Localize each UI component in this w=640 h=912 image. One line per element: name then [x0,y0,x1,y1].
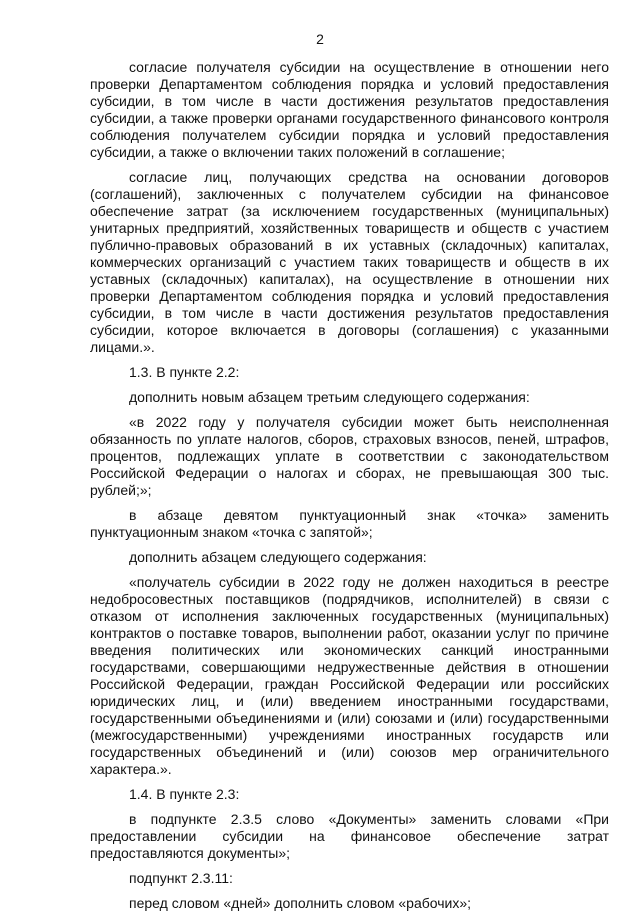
paragraph: подпункт 2.3.11: [129,870,233,886]
page-number: 2 [316,31,324,47]
section-heading: 1.4. В пункте 2.3: [129,786,240,802]
section-heading: 1.3. В пункте 2.2: [129,364,240,380]
document-body [90,59,609,912]
paragraph: дополнить новым абзацем третьим следующего содержания: [129,389,530,405]
paragraph: «в 2022 году у получателя субсидии может быть неисполненная обязанность по уплате налогов, сборов, страховых взносов, пеней, штрафов, процентов, подлежащих уплате в соответствии с законодательством Российской Федерации о налогах и сборах, не превышающая 300 тыс. рублей;»; [90,414,609,498]
paragraph: согласие лиц, получающих средства на основании договоров (соглашений), заключенных с получателем субсидии на финансовое обеспечение затрат (за исключением государственных (муниципальных) унитарных предприятий, хозяйственных товариществ и обществ с участием публично-правовых образований в их уставных (складочных) капиталах, коммерческих организаций с участием таких товариществ и обществ в их уставных (складочных) капиталах), на осуществление в отношении них проверки Департаментом соблюдения порядка и условий предоставления субсидии, в том числе в части достижения результатов предоставления субсидии, которое включается в договоры (соглашения) с указанными лицами.». [90,169,609,355]
paragraph: перед словом «дней» дополнить словом «рабочих»; [129,895,472,911]
paragraph: в абзаце девятом пунктуационный знак «точка» заменить пунктуационным знаком «точка с запятой»; [90,507,609,540]
paragraph: в подпункте 2.3.5 слово «Документы» заменить словами «При предоставлении субсидии на финансовое обеспечение затрат предоставляются документы»; [90,811,609,861]
paragraph: согласие получателя субсидии на осуществление в отношении него проверки Департаментом соблюдения порядка и условий предоставления субсидии, в том числе в части достижения результатов предоставления субсидии, а также проверки органами государственного финансового контроля соблюдения получателем субсидии порядка и условий предоставления субсидии, а также о включении таких положений в соглашение; [90,59,609,160]
paragraph: «получатель субсидии в 2022 году не должен находиться в реестре недобросовестных поставщиков (подрядчиков, исполнителей) в связи с отказом от исполнения заключенных государственных (муниципальных) контрактов о поставке товаров, выполнении работ, оказании услуг по причине введения политических или экономических санкций иностранными государствами, совершающими недружественные действия в отношении Российской Федерации, граждан Российской Федерации или российских юридических лиц, и (или) введением иностранными государствами, государственными объединениями и (или) союзами и (или) государственными (межгосударственными) учреждениями иностранных государств или государственных объединений и (или) союзов мер ограничительного характера.». [90,574,609,777]
paragraph: дополнить абзацем следующего содержания: [129,549,427,565]
